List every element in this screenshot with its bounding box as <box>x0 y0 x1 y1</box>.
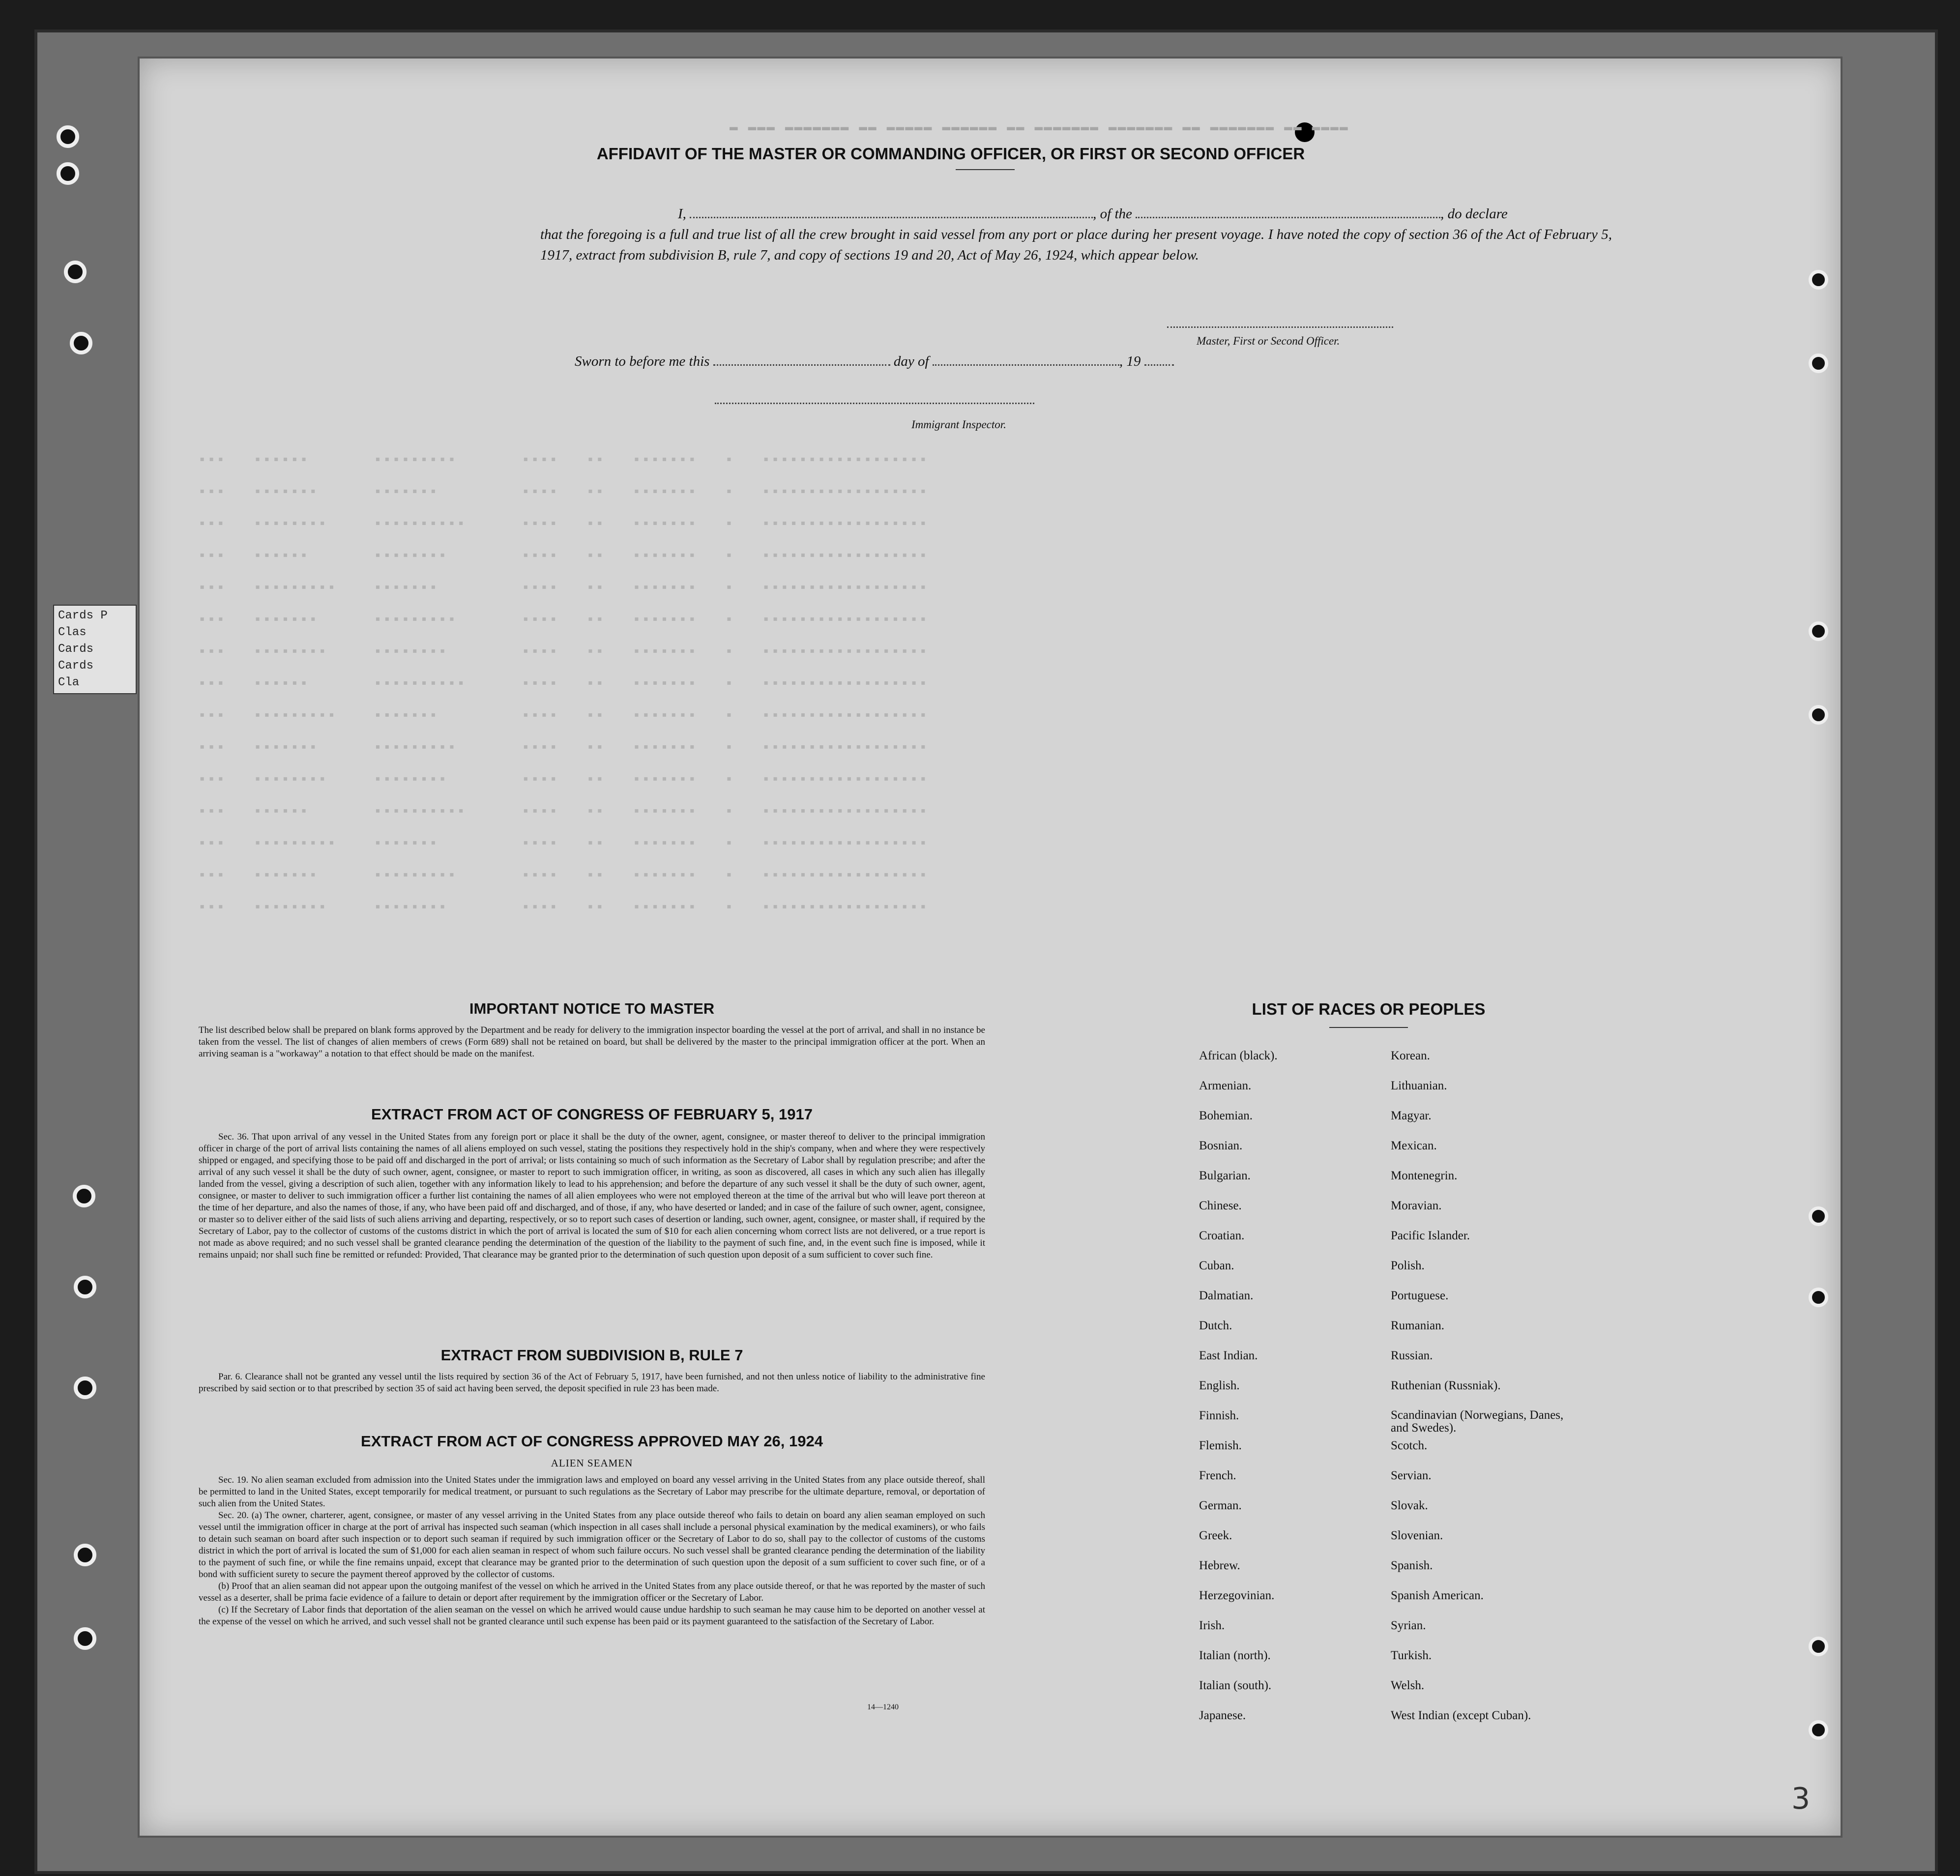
race-item: Bosnian. <box>1199 1139 1243 1152</box>
affidavit-title: AFFIDAVIT OF THE MASTER OR COMMANDING OFFICER, OR FIRST OR SECOND OFFICER <box>596 145 1305 163</box>
sworn-line <box>575 353 1174 370</box>
race-item: English. <box>1199 1379 1240 1392</box>
vessel-blank <box>1136 217 1440 218</box>
race-item: Bulgarian. <box>1199 1169 1251 1182</box>
race-item: Ruthenian (Russniak). <box>1391 1379 1501 1392</box>
races-title: LIST OF RACES OR PEOPLES <box>1252 1000 1486 1018</box>
race-item: Irish. <box>1199 1619 1225 1632</box>
race-item: Pacific Islander. <box>1391 1229 1470 1242</box>
title-rule <box>956 169 1015 170</box>
stamp-line: Cards P <box>58 609 108 622</box>
binder-hole-icon <box>74 1627 96 1650</box>
race-item: Spanish. <box>1391 1559 1433 1572</box>
declaration-i: I, <box>678 206 686 222</box>
punch-hole-icon <box>1809 1288 1828 1307</box>
extract-1924-title: EXTRACT FROM ACT OF CONGRESS APPROVED MAY 26, 1924 <box>361 1433 823 1450</box>
affidavit-paragraph: that the foregoing is a full and true list of all the crew brought in said vessel from any port or place during her present voyage. I have noted the copy of section 36 of the Act of February 5, 1917, extract from subdivision B, rule 7, and copy of sections 19 and 20, Act of May 26, 1924, which appear below. <box>540 227 1612 263</box>
sworn-date-blank <box>713 364 890 366</box>
race-item: Scotch. <box>1391 1439 1428 1452</box>
race-item: Moravian. <box>1391 1199 1442 1212</box>
binder-hole-icon <box>57 162 79 185</box>
year-blank <box>1144 364 1174 366</box>
show-through-table: ▪▪▪ ▪▪▪▪▪▪ ▪▪▪▪▪▪▪▪▪ ▪▪▪▪ ▪▪ ▪▪▪▪▪▪▪ ▪ ▪▪▪▪▪▪▪▪▪▪▪▪▪▪▪▪▪▪ ▪▪▪ ▪▪▪▪▪▪▪ ▪▪▪▪▪▪▪ ▪▪▪▪ ▪▪ ▪▪▪▪▪▪▪ ▪ ▪▪▪▪▪▪▪▪▪▪▪▪▪▪▪▪▪▪ ▪▪▪ ▪▪▪▪▪▪▪▪ ▪▪▪▪▪▪▪▪▪▪ ▪▪▪▪ ▪▪ ▪▪▪▪▪▪▪ ▪ ▪▪▪▪▪▪▪▪▪▪▪▪▪▪▪▪▪▪ ▪▪▪ ▪▪▪▪▪▪ ▪▪▪▪▪▪▪▪ ▪▪▪▪ ▪▪ ▪▪▪▪▪▪▪ ▪ ▪▪▪▪▪▪▪▪▪▪▪▪▪▪▪▪▪▪ ▪▪▪ ▪▪▪▪▪▪▪▪▪ ▪▪▪▪▪▪▪ ▪▪▪▪ ▪▪ ▪▪▪▪▪▪▪ ▪ ▪▪▪▪▪▪▪▪▪▪▪▪▪▪▪▪▪▪ ▪▪▪ ▪▪▪▪▪▪▪ ▪▪▪▪▪▪▪▪▪ ▪▪▪▪ ▪▪ ▪▪▪▪▪▪▪ ▪ ▪▪▪▪▪▪▪▪▪▪▪▪▪▪▪▪▪▪ ▪▪▪ ▪▪▪▪▪▪▪▪ ▪▪▪▪▪▪▪▪ ▪▪▪▪ ▪▪ ▪▪▪▪▪▪▪ ▪ ▪▪▪▪▪▪▪▪▪▪▪▪▪▪▪▪▪▪ ▪▪▪ ▪▪▪▪▪▪ ▪▪▪▪▪▪▪▪▪▪ ▪▪▪▪ ▪▪ ▪▪▪▪▪▪▪ ▪ ▪▪▪▪▪▪▪▪▪▪▪▪▪▪▪▪▪▪ ▪▪▪ ▪▪▪▪▪▪▪▪▪ ▪▪▪▪▪▪▪ ▪▪▪▪ ▪▪ ▪▪▪▪▪▪▪ ▪ ▪▪▪▪▪▪▪▪▪▪▪▪▪▪▪▪▪▪ ▪▪▪ ▪▪▪▪▪▪▪ ▪▪▪▪▪▪▪▪▪ ▪▪▪▪ ▪▪ ▪▪▪▪▪▪▪ ▪ ▪▪▪▪▪▪▪▪▪▪▪▪▪▪▪▪▪▪ ▪▪▪ ▪▪▪▪▪▪▪▪ ▪▪▪▪▪▪▪▪ ▪▪▪▪ ▪▪ ▪▪▪▪▪▪▪ ▪ ▪▪▪▪▪▪▪▪▪▪▪▪▪▪▪▪▪▪ ▪▪▪ ▪▪▪▪▪▪ ▪▪▪▪▪▪▪▪▪▪ ▪▪▪▪ ▪▪ ▪▪▪▪▪▪▪ ▪ ▪▪▪▪▪▪▪▪▪▪▪▪▪▪▪▪▪▪ ▪▪▪ ▪▪▪▪▪▪▪▪▪ ▪▪▪▪▪▪▪ ▪▪▪▪ ▪▪ ▪▪▪▪▪▪▪ ▪ ▪▪▪▪▪▪▪▪▪▪▪▪▪▪▪▪▪▪ ▪▪▪ ▪▪▪▪▪▪▪ ▪▪▪▪▪▪▪▪▪ ▪▪▪▪ ▪▪ ▪▪▪▪▪▪▪ ▪ ▪▪▪▪▪▪▪▪▪▪▪▪▪▪▪▪▪▪ ▪▪▪ ▪▪▪▪▪▪▪▪ ▪▪▪▪▪▪▪▪ ▪▪▪▪ ▪▪ ▪▪▪▪▪▪▪ ▪ ▪▪▪▪▪▪▪▪▪▪▪▪▪▪▪▪▪▪ <box>198 453 929 915</box>
race-item: Rumanian. <box>1391 1319 1445 1332</box>
binder-hole-icon <box>74 1544 96 1566</box>
extract-1924-sections <box>199 1474 985 1628</box>
master-signature-label: Master, First or Second Officer. <box>1197 335 1340 347</box>
sec-20b-text: (b) Proof that an alien seaman did not appear upon the outgoing manifest of the vessel on which he arrived in the United States from any place outside thereof, or that he was reported by the master of such vessel as a deserter, shall be prima facie evidence of a failure to detain or deport after requirement by the immigration officer or the Secretary of Labor. <box>199 1581 985 1603</box>
race-item: Dutch. <box>1199 1319 1232 1332</box>
race-item: Armenian. <box>1199 1079 1252 1092</box>
punch-hole-icon <box>1809 705 1828 725</box>
race-item: Italian (north). <box>1199 1649 1271 1662</box>
race-item: Magyar. <box>1391 1109 1432 1122</box>
race-item: East Indian. <box>1199 1349 1258 1362</box>
name-blank <box>690 217 1093 218</box>
sec-20a-text: Sec. 20. (a) The owner, charterer, agent, consignee, or master of any vessel arriving in the United States from any place outside thereof who fails to detain on board any alien seaman employed on such vessel until the immigration officer in charge at the port of arrival has inspected such seaman (which inspection in all cases shall include a personal physical examination by the medical examiners), or who fails to detain such seaman on board after such inspection or to deport such seaman if required by such immigration officer or the Secretary of Labor to do so, shall pay to the collector of customs of the customs district in which the port of arrival is located the sum of $1,000 for each alien seaman in respect of whom such failure occurs. No such vessel shall be granted clearance pending the determination of the liability to the payment of such fine, or while the fine remains unpaid, except that clearance may be granted prior to the determination of such question upon the deposit of a sum sufficient to cover such fine, or of a bond with sufficient surety to secure the payment thereof approved by the collector of customs. <box>199 1510 985 1580</box>
stamp-line: Cla <box>58 676 80 689</box>
race-item: Lithuanian. <box>1391 1079 1447 1092</box>
race-item: Syrian. <box>1391 1619 1426 1632</box>
alien-seamen-subtitle: ALIEN SEAMEN <box>551 1457 633 1469</box>
page-number-mark: 3 <box>1791 1782 1811 1816</box>
binder-hole-icon <box>64 261 87 283</box>
binder-hole-icon <box>73 1185 95 1207</box>
race-item: Slovak. <box>1391 1499 1428 1512</box>
race-item: French. <box>1199 1469 1236 1482</box>
race-item: Portuguese. <box>1391 1289 1449 1302</box>
race-item: Hebrew. <box>1199 1559 1240 1572</box>
do-declare-label: , do declare <box>1440 206 1508 222</box>
race-item: Greek. <box>1199 1529 1232 1542</box>
stamp-line: Cards <box>58 659 94 673</box>
extract-1917-text: Sec. 36. That upon arrival of any vessel in the United States from any foreign port or place it shall be the duty of the owner, agent, consignee, or master thereof to deliver to the principal immigration officer in charge of the port of arrival lists containing the names of all aliens employed on such vessel, stating the positions they respectively hold in the ship's company, when and where they were respectively shipped or engaged, and specifying those to be paid off and discharged in the port of arrival; or lists containing so much of such information as the Secretary of Labor shall by regulation prescribe; and after the arrival of any such vessel it shall be the duty of such owner, agent, consignee, or master to report to such immigration officer, in writing, as soon as discovered, all cases in which any such alien has illegally landed from the vessel, giving a description of such alien, together with any information likely to lead to his apprehension; and before the departure of any such vessel it shall be the duty of such owner, agent, consignee, or master to deliver to such immigration officer a further list containing the names of all alien employees who were not employed thereon at the time of the arrival but who will leave port thereon at the time of her departure, and also the names of those, if any, who have been paid off and discharged, and of those, if any, who have deserted or landed; and in case of the failure of such owner, agent, consignee, or master so to deliver either of the said lists of such aliens arriving and departing, respectively, or so to report such cases of desertion or landing, such owner, agent, consignee, or master shall, if required by the Secretary of Labor, pay to the collector of customs of the customs district in which the port of arrival is located the sum of $10 for each alien concerning whom correct lists are not delivered, or a true report is not made as above required; and no such vessel shall be granted clearance pending the determination of the question of the liability to the payment of such fine, and, in the event such fine is imposed, while it remains unpaid; nor shall such fine be remitted or refunded: Provided, That clearance may be granted prior to the determination of such question upon deposit of a sum sufficient to cover such fine. <box>199 1132 985 1260</box>
inspector-signature-line <box>715 403 1034 404</box>
extract-rule7-title: EXTRACT FROM SUBDIVISION B, RULE 7 <box>440 1347 743 1364</box>
races-title-rule <box>1329 1027 1408 1028</box>
race-item: Cuban. <box>1199 1259 1234 1272</box>
show-through-text: ▬ ▬▬▬ ▬▬▬▬▬▬▬ ▬▬ ▬▬▬▬▬ ▬▬▬▬▬▬ ▬▬ ▬▬▬▬▬▬▬ ▬▬▬▬▬▬▬ ▬▬ ▬▬▬▬▬▬▬ ▬▬ ▬▬▬▬ <box>730 120 1349 135</box>
race-item: Spanish American. <box>1391 1589 1484 1602</box>
punch-hole-icon <box>1809 270 1828 290</box>
race-item: African (black). <box>1199 1049 1278 1062</box>
notice-title: IMPORTANT NOTICE TO MASTER <box>469 1000 715 1017</box>
stamp-line: Cards <box>58 643 94 656</box>
race-item: Polish. <box>1391 1259 1425 1272</box>
punch-hole-icon <box>1809 353 1828 373</box>
punch-hole-icon <box>1809 1720 1828 1740</box>
extract-1917-title: EXTRACT FROM ACT OF CONGRESS OF FEBRUARY 5, 1917 <box>371 1106 813 1123</box>
sworn-label: Sworn to before me this <box>575 353 710 369</box>
race-item: Flemish. <box>1199 1439 1242 1452</box>
document-page <box>138 57 1843 1838</box>
day-of-label: day of <box>893 353 929 369</box>
race-item: Russian. <box>1391 1349 1433 1362</box>
race-item: German. <box>1199 1499 1242 1512</box>
stamp-line: Clas <box>58 626 87 639</box>
race-item: Dalmatian. <box>1199 1289 1254 1302</box>
race-item: Bohemian. <box>1199 1109 1253 1122</box>
binder-hole-icon <box>57 125 79 148</box>
form-number: 14—1240 <box>867 1703 899 1711</box>
punch-hole-icon <box>1809 1637 1828 1656</box>
race-item: Servian. <box>1391 1469 1432 1482</box>
punch-hole-icon <box>1809 621 1828 641</box>
race-item: Mexican. <box>1391 1139 1437 1152</box>
notice-text: The list described below shall be prepared on blank forms approved by the Department and be ready for delivery to the immigration inspector boarding the vessel at the port of arrival, and shall in no instance be taken from the vessel. The list of changes of alien members of crews (Form 689) shall not be retained on board, but shall be delivered by the master to the principal immigration officer at the port. When an arriving seaman is a "workaway" a notation to that effect should be made on the manifest. <box>199 1025 985 1059</box>
inspector-signature-label: Immigrant Inspector. <box>911 418 1006 431</box>
master-signature-line <box>1167 326 1393 328</box>
punch-hole-icon <box>1809 1206 1828 1226</box>
race-item: Italian (south). <box>1199 1679 1272 1692</box>
race-item: Chinese. <box>1199 1199 1242 1212</box>
race-item: West Indian (except Cuban). <box>1391 1709 1531 1722</box>
binder-hole-icon <box>74 1276 96 1298</box>
race-item: Japanese. <box>1199 1709 1246 1722</box>
race-item: Welsh. <box>1391 1679 1425 1692</box>
of-the-label: , of the <box>1093 206 1132 222</box>
race-item: Finnish. <box>1199 1409 1239 1422</box>
race-item: Herzegovinian. <box>1199 1589 1275 1602</box>
race-item: Korean. <box>1391 1049 1430 1062</box>
binder-hole-icon <box>74 1377 96 1399</box>
year-label: , 19 <box>1119 353 1141 369</box>
race-item: Croatian. <box>1199 1229 1245 1242</box>
race-item: Montenegrin. <box>1391 1169 1458 1182</box>
sec-20c-text: (c) If the Secretary of Labor finds that deportation of the alien seaman on the vessel on which he arrived would cause undue hardship to such seaman he may cause him to be deported on another vessel at the expense of the vessel on which he arrived, and such vessel shall not be granted clearance until such expense has been paid or its payment guaranteed to the satisfaction of the Secretary of Labor. <box>199 1605 985 1627</box>
race-item: Turkish. <box>1391 1649 1432 1662</box>
sec-19-text: Sec. 19. No alien seaman excluded from admission into the United States under the immigration laws and employed on board any vessel arriving in the United States from any place outside thereof, shall be permitted to land in the United States, except temporarily for medical treatment, or pursuant to such regulations as the Secretary of Labor may prescribe for the ultimate departure, removal, or deportation of such alien from the United States. <box>199 1475 985 1509</box>
affidavit-declaration <box>540 204 1612 265</box>
month-blank <box>933 364 1119 366</box>
cards-stamp <box>53 605 137 694</box>
binder-hole-icon <box>70 332 92 354</box>
race-item: Slovenian. <box>1391 1529 1443 1542</box>
race-item: Scandinavian (Norwegians, Danes, and Swedes). <box>1391 1408 1564 1435</box>
extract-rule7-text: Par. 6. Clearance shall not be granted any vessel until the lists required by section 36 of the Act of February 5, 1917, have been furnished, and not then unless notice of liability to the administrative fine prescribed by said section or to that prescribed by section 35 of said act having been served, the deposit specified in rule 23 has been made. <box>199 1372 985 1394</box>
